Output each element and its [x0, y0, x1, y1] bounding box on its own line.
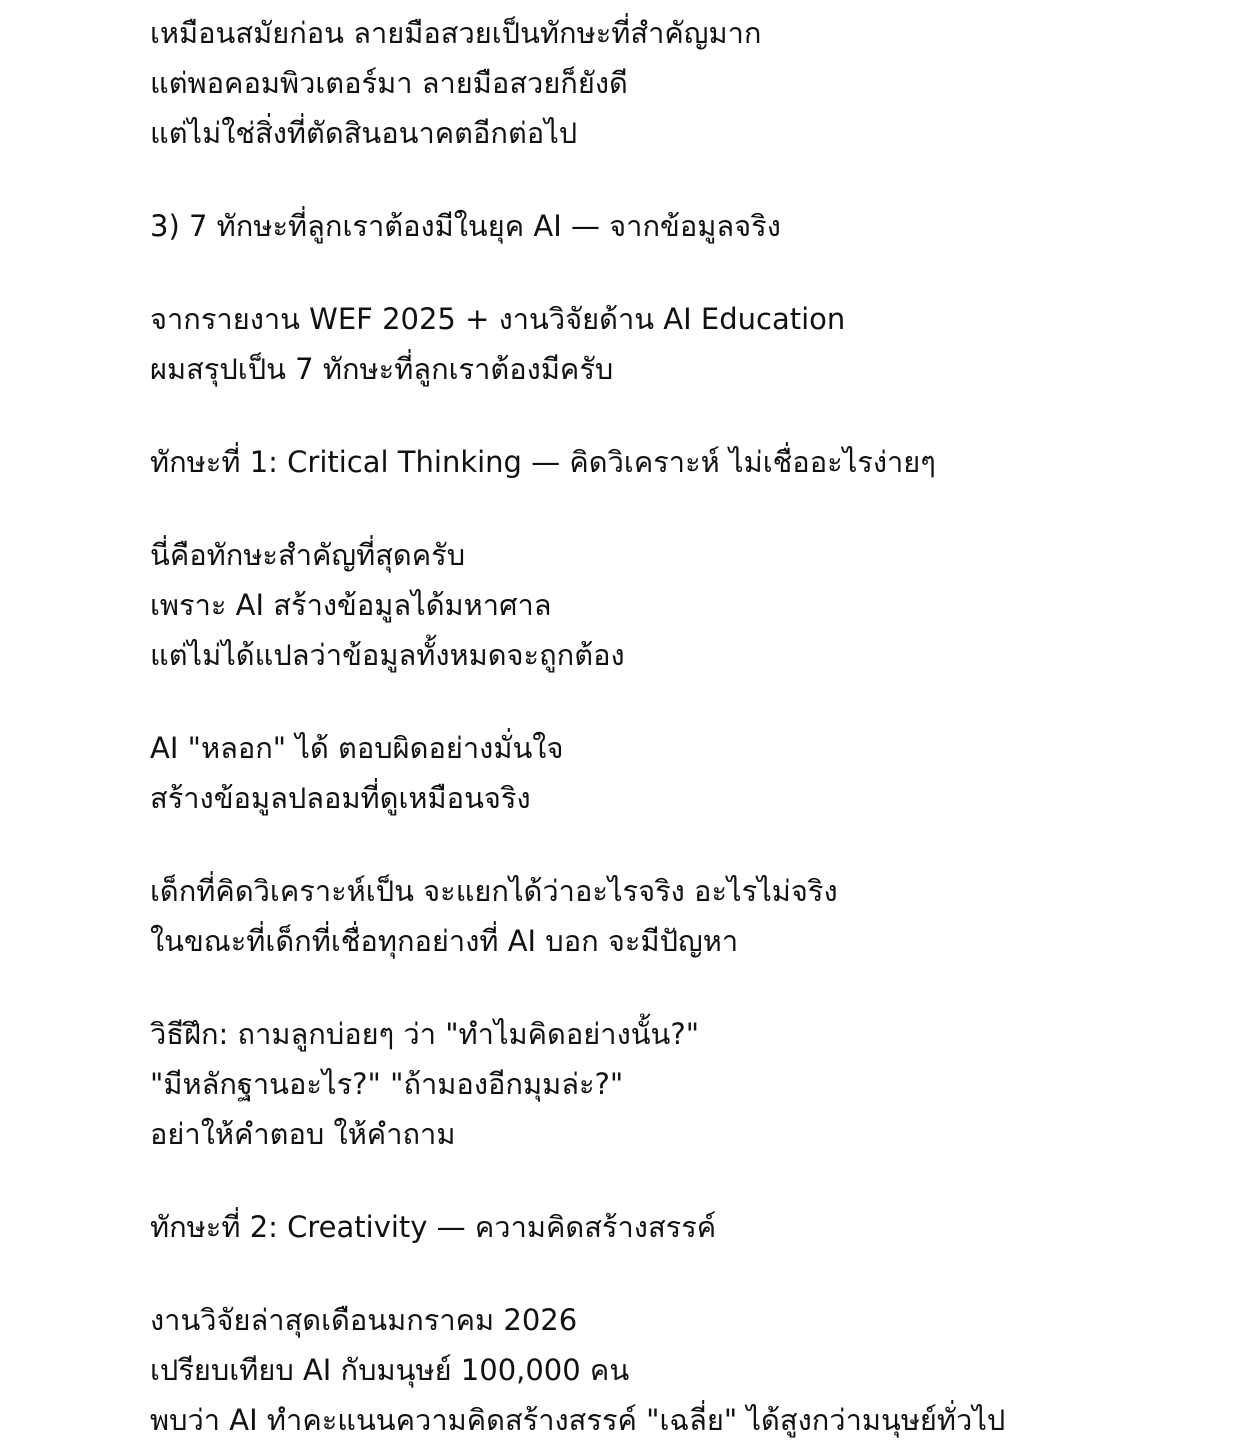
paragraph-gap	[150, 158, 1230, 201]
paragraph-gap	[150, 251, 1230, 294]
text-line: เหมือนสมัยก่อน ลายมือสวยเป็นทักษะที่สำคัญมาก	[150, 16, 762, 50]
text-line: พบว่า AI ทำคะแนนความคิดสร้างสรรค์ "เฉลี่ย" ได้สูงกว่ามนุษย์ทั่วไป	[150, 1403, 1006, 1437]
paragraph-skill-1-importance	[150, 530, 1230, 680]
skill-2-heading	[150, 1202, 1230, 1252]
paragraph-critical-kids	[150, 866, 1230, 966]
paragraph-ai-hallucination	[150, 723, 1230, 823]
section-heading: 3) 7 ทักษะที่ลูกเราต้องมีในยุค AI — จากข้อมูลจริง	[150, 209, 781, 243]
paragraph-gap	[150, 487, 1230, 530]
text-line: งานวิจัยล่าสุดเดือนมกราคม 2026	[150, 1303, 578, 1337]
skill-heading: ทักษะที่ 2: Creativity — ความคิดสร้างสรรค์	[150, 1210, 717, 1244]
text-line: จากรายงาน WEF 2025 + งานวิจัยด้าน AI Education	[150, 302, 846, 336]
text-line: ผมสรุปเป็น 7 ทักษะที่ลูกเราต้องมีครับ	[150, 352, 614, 386]
text-line: ในขณะที่เด็กที่เชื่อทุกอย่างที่ AI บอก จะมีปัญหา	[150, 924, 739, 958]
paragraph-gap	[150, 823, 1230, 866]
text-line: เพราะ AI สร้างข้อมูลได้มหาศาล	[150, 588, 552, 622]
article-body	[150, 8, 1230, 1445]
text-line: สร้างข้อมูลปลอมที่ดูเหมือนจริง	[150, 781, 531, 815]
paragraph-gap	[150, 680, 1230, 723]
text-line: AI "หลอก" ได้ ตอบผิดอย่างมั่นใจ	[150, 731, 564, 765]
paragraph-gap	[150, 966, 1230, 1009]
paragraph-gap	[150, 1159, 1230, 1202]
text-line: แต่ไม่ได้แปลว่าข้อมูลทั้งหมดจะถูกต้อง	[150, 638, 625, 672]
paragraph-gap	[150, 394, 1230, 437]
text-line: อย่าให้คำตอบ ให้คำถาม	[150, 1117, 456, 1151]
paragraph-creativity-research	[150, 1295, 1230, 1445]
text-line: แต่ไม่ใช่สิ่งที่ตัดสินอนาคตอีกต่อไป	[150, 116, 578, 150]
text-line: แต่พอคอมพิวเตอร์มา ลายมือสวยก็ยังดี	[150, 66, 628, 100]
skill-heading: ทักษะที่ 1: Critical Thinking — คิดวิเคราะห์ ไม่เชื่ออะไรง่ายๆ	[150, 445, 936, 479]
paragraph-gap	[150, 1252, 1230, 1295]
skill-1-heading	[150, 437, 1230, 487]
paragraph-intro-handwriting	[150, 8, 1230, 158]
section-heading-7-skills	[150, 201, 1230, 251]
paragraph-sources	[150, 294, 1230, 394]
text-line: วิธีฝึก: ถามลูกบ่อยๆ ว่า "ทำไมคิดอย่างนั้น?"	[150, 1017, 700, 1051]
paragraph-how-to-practice	[150, 1009, 1230, 1159]
text-line: "มีหลักฐานอะไร?" "ถ้ามองอีกมุมล่ะ?"	[150, 1067, 624, 1101]
text-line: เด็กที่คิดวิเคราะห์เป็น จะแยกได้ว่าอะไรจริง อะไรไม่จริง	[150, 874, 838, 908]
text-line: เปรียบเทียบ AI กับมนุษย์ 100,000 คน	[150, 1353, 630, 1387]
text-line: นี่คือทักษะสำคัญที่สุดครับ	[150, 538, 466, 572]
